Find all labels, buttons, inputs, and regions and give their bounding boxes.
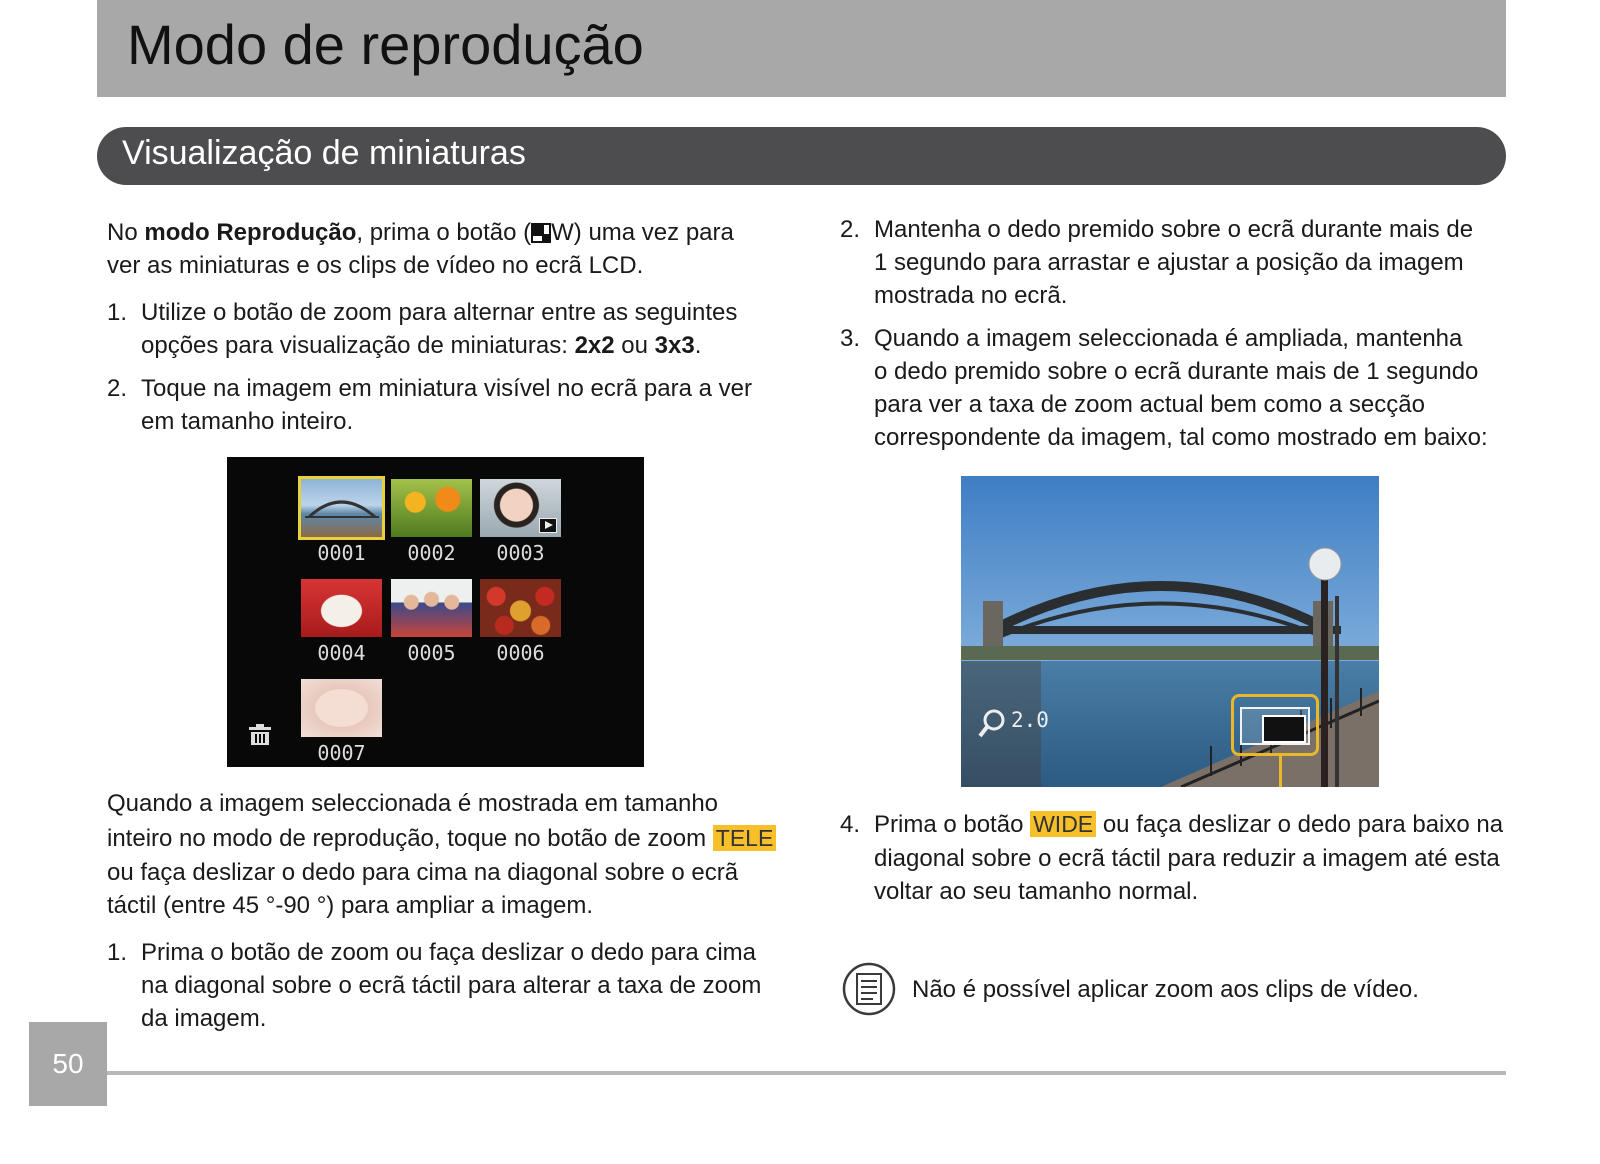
thumbnail-bridge[interactable] (301, 479, 382, 537)
trash-icon[interactable] (247, 723, 273, 747)
zoom-paragraph: Quando a imagem seleccionada é mostrada em tamanho inteiro no modo de reprodução, toque no botão de zoom TELE ou faça deslizar o dedo para cima na diagonal sobre o ecrã táctil (entre 45 °-90 °) para ampliar a imagem. (107, 786, 787, 922)
list-item: 2. Mantenha o dedo premido sobre o ecrã durante mais de 1 segundo para arrastar e ajustar a posição da imagem mostrada no ecrã. (840, 216, 1474, 309)
page-number: 50 (29, 1022, 107, 1106)
thumbnail-flowers[interactable] (391, 479, 472, 537)
zoomed-photo[interactable] (961, 476, 1379, 787)
thumbnail-baby[interactable] (301, 679, 382, 737)
tele-button-label: TELE (713, 825, 777, 851)
video-play-icon (539, 518, 557, 533)
list-item: 2. Toque na imagem em miniatura visível no ecrã para a ver em tamanho inteiro. (107, 375, 752, 435)
bridge-icon (301, 479, 382, 537)
thumbnail-grid-icon (531, 223, 551, 243)
section-title: Visualização de miniaturas (122, 134, 526, 172)
thumbnail-child[interactable] (480, 479, 561, 537)
wide-button-label: WIDE (1030, 811, 1096, 837)
list-item: 3. Quando a imagem seleccionada é ampliada, mantenha o dedo premido sobre o ecrã durante mais de 1 segundo para ver a taxa de zoom actual bem como a secção correspondente da imagem, tal como mostrado em baixo: (840, 325, 1488, 451)
thumbnail-screen (227, 457, 644, 767)
zoom-magnifier-icon (977, 706, 1011, 740)
page-title: Modo de reprodução (127, 13, 644, 76)
zoom-level: 2.0 (1011, 708, 1049, 732)
navigator-pointer (1279, 754, 1282, 787)
list-item: 1. Utilize o botão de zoom para alternar entre as seguintes opções para visualização de miniaturas: 2x2 ou 3x3. (107, 299, 738, 359)
thumbnail-label: 0006 (496, 641, 545, 665)
thumbnail-label: 0002 (407, 541, 456, 565)
thumbnail-label: 0003 (496, 541, 545, 565)
thumbnail-label: 0005 (407, 641, 456, 665)
note-icon (842, 962, 896, 1016)
thumbnail-toy[interactable] (301, 579, 382, 637)
intro-paragraph: No modo Reprodução, prima o botão ( W) uma vez para ver as miniaturas e os clips de vídeo no ecrã LCD. (107, 219, 734, 279)
thumbnail-label: 0004 (317, 641, 366, 665)
zoom-navigator-box (1231, 694, 1319, 756)
thumbnail-family[interactable] (391, 579, 472, 637)
playback-mode-label: modo Reprodução (144, 219, 357, 246)
thumbnail-apples[interactable] (480, 579, 561, 637)
list-item: 4. Prima o botão WIDE ou faça deslizar o dedo para baixo na diagonal sobre o ecrã táctil para reduzir a imagem até esta voltar ao seu tamanho normal. (840, 811, 1504, 905)
zoom-viewport-indicator (1262, 715, 1306, 743)
thumbnail-label: 0007 (317, 741, 366, 765)
note-text: Não é possível aplicar zoom aos clips de vídeo. (912, 976, 1419, 1003)
thumbnail-label: 0001 (317, 541, 366, 565)
list-item: 1. Prima o botão de zoom ou faça deslizar o dedo para cima na diagonal sobre o ecrã táctil para alterar a taxa de zoom da imagem. (107, 939, 762, 1032)
footer-rule (107, 1071, 1506, 1075)
